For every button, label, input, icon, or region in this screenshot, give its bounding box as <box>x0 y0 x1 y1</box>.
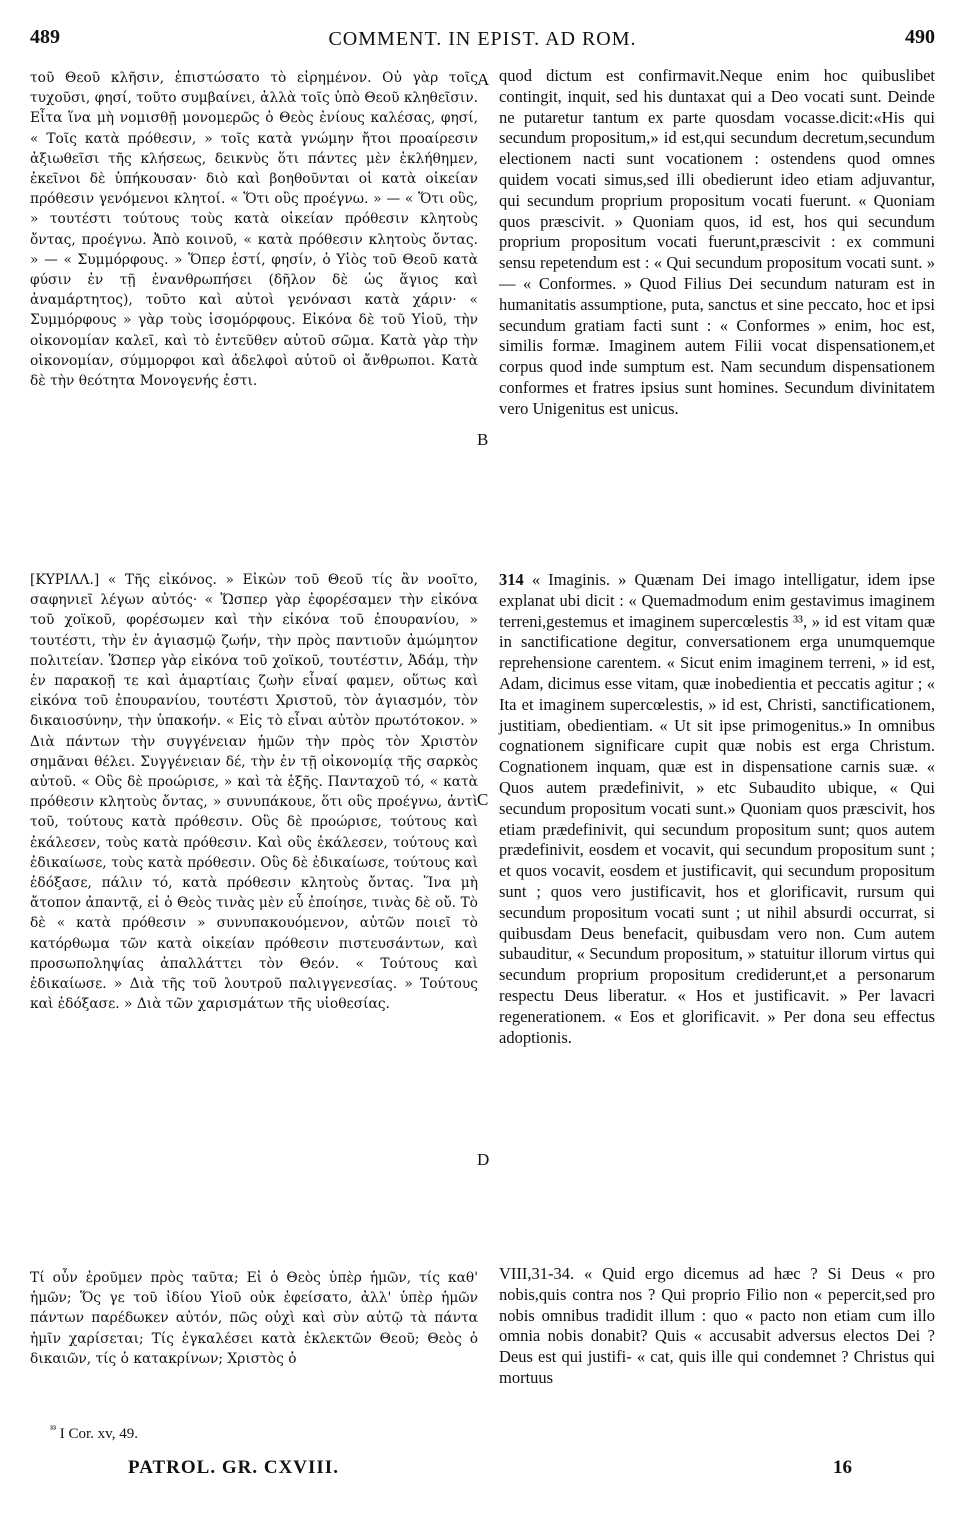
latin-column-middle <box>499 570 935 1048</box>
latin-paragraph-3: VIII,31-34. « Quid ergo dicemus ad hæc ? Si Deus « pro nobis,quis contra nos ? Qui proprio Filio non « pepercit,sed pro nobis omnibus tradidit illum : quo « pacto non etiam cum illo omnia nobis donabit? Quis « accusabit adversus electos Dei ? Deus est qui justifi- « cat, quis ille qui condemnet ? Christus qui mortuus <box>499 1264 935 1387</box>
greek-paragraph-3: Τί οὖν ἐροῦμεν πρὸς ταῦτα; Εἰ ὁ Θεὸς ὑπὲρ ἡμῶν, τίς καθ' ἡμῶν; Ὅς γε τοῦ ἰδίου Υἱοῦ οὐκ ἐφείσατο, ἀλλ' ὑπὲρ ἡμῶν πάντων παρέδωκεν αὐτόν, πῶς οὐχὶ καὶ σὺν αὐτῷ τὰ πάντα ἡμῖν χαρίσεται; Τίς ἐγκαλέσει κατὰ ἐκλεκτῶν Θεοῦ; Θεὸς ὁ δικαιῶν, τίς ὁ κατακρίνων; Χριστὸς ὁ <box>30 1270 478 1367</box>
right-page-number: 490 <box>905 26 935 48</box>
margin-marker-d: D <box>477 1150 490 1169</box>
footer-sheet-number: 16 <box>833 1457 852 1478</box>
left-page-number: 489 <box>30 26 60 48</box>
latin-paragraph-2 <box>499 570 935 1048</box>
latin-paragraph-1: quod dictum est confirmavit.Neque enim hoc quibuslibet contingit, inquit, sed his duntaxat qui a Deo vocati sunt. Deinde ne putaretur tantum ex parte quosdam vocasse.dicit:«His qui secundum propositum,» id est,qui secundum decretum,secundum electionem nacti sunt vocationem : ostendens quod omnes quidem vocati simus,sed illi obedierunt ideo etiam adjuvantur, qui secundum proprium propositum vocati fuerunt. « Quoniam quos præscivit. » Quoniam quos, id est, hos qui secundum proprium propositum vocati fuerunt,præscivit : ex communi sensu repetendum est : « Qui secundum propositum vocati sunt. » — « Conformes. » Quod Filius Dei secundum naturam est in humanitatis assumptione, puta, sanctus et sine peccato, hoc et ipsi secundum gratiam facti sunt : « Conformes » enim, hoc est, similis formæ. Imaginem autem Filii vocat dispensationem,et corpus quod inde sumptum est. Nam secundum dispensationem conformes et fratres ipsius sunt homines. Secundum divinitatem vero Unigenitus est unicus. <box>499 66 935 418</box>
margin-marker-b: B <box>477 430 489 449</box>
margin-marker-a: A <box>477 70 490 89</box>
greek-column-top <box>30 68 478 391</box>
greek-column-bottom <box>30 1268 478 1369</box>
footnote-text: I Cor. xv, 49. <box>59 1426 138 1442</box>
footer-signature: PATROL. GR. CXVIII. <box>128 1457 339 1478</box>
latin-paragraph-2-text: « Imaginis. » Quænam Dei imago intelligatur, idem ipse explanat ubi dicit : « Quemadmodum enim gestavimus imaginem terreni,gestemus et imaginem supercœlestis ³³, » id est vitam quæ in sanctificatione degitur, conversationem erga unumquemque reprehensione carentem. « Sicut enim imaginem terreni, » id est, Adam, dicimus esse vitam, quæ inobedientia et peccatis agitur ; « Ita et imaginem supercœlestis, » id est, Christi, sanctificationem, justitiam, obedientiam. « Ut sit ipse primogenitus.» In omnibus cognationem significare cupit quæ nobis est erga Christum. Cognationem inquam, quæ est in dispensatione carnis suæ. « Quos autem prædefinivit, » etc Subaudito ubique, « Qui secundum propositum vocati sunt.» Quoniam quos præscivit, hos etiam prædefinivit, qui secundum propositum sunt; quos autem prædefinivit, eosdem et vocavit, qui secundum propositum sunt ; et quos vocavit, eosdem et justificavit, qui secundum propositum sunt ; quos vero justificavit, hos et glorificavit, rursum qui secundum propositum vocati sunt ; ut nihil absurdi occurrat, si quibusdam Deus benefacit, quibusdam vero non. Cum autem subauditur, « Secundum propositum, » statuitur illorum virtus qui secundum proprium propositum crediderunt,et a personarum respectu Deus liberatur. « Hos et justificavit. » Per lavacri regenerationem. « Eos et glorificavit. » Per dona seu effectus adoptionis. <box>499 570 935 1047</box>
greek-paragraph-1: τοῦ Θεοῦ κλῆσιν, ἐπιστώσατο τὸ εἰρημένον. Οὐ γὰρ τοῖς τυχοῦσι, φησί, τοῦτο συμβαίνει, ἀλλὰ τοῖς ὑπὸ Θεοῦ κληθεῖσιν. Εἶτα ἵνα μὴ νομισθῇ μονομερῶς ὁ Θεὸς ἐνίους καλέσας, φησί, « Τοῖς κατὰ πρόθεσιν, » τοῖς κατὰ γνώμην ἤτοι προαίρεσιν ἀξιωθεῖσι τῆς κλήσεως, δεικνὺς ὅτι πάντες μὲν ἐκλήθημεν, ἐκεῖνοι δὲ ὑπήκουσαν· διὸ καὶ βοηθοῦνται οἱ κατὰ οἰκείαν πρόθεσιν γενόμενοι κλητοί. « Ὅτι οὓς προέγνω. » — « Ὅτι οὓς, » τουτέστι τούτους τοὺς κατὰ οἰκείαν πρόθεσιν κλητοὺς ὄντας, προέγνω. Ἀπὸ κοινοῦ, « κατὰ πρόθεσιν κλητοὺς ὄντας. » — « Συμμόρφους. » Ὅπερ ἐστί, φησίν, ὁ Υἱὸς τοῦ Θεοῦ κατὰ φύσιν ἐν τῇ ἐνανθρωπήσει (δῆλον δὲ ὡς ἅγιος καὶ ἀναμάρτητος), τοῦτο καὶ αὐτοὶ γενόνασι κατὰ χάριν· « Συμμόρφους » γὰρ τοὺς ἰσομόρφους. Εἰκόνα δὲ τοῦ Υἱοῦ, τὴν οἰκονομίαν καλεῖ, καὶ τὸ ἐντεῦθεν αὐτοῦ σῶμα. Κατὰ γὰρ τὴν οἰκονομίαν, σύμμορφοι καὶ ἀδελφοὶ αὐτοῦ οἱ ἄνθρωποι. Κατὰ δὲ τὴν θεότητα Μονογενής ἐστι. <box>30 70 478 390</box>
margin-marker-c: C <box>477 790 489 809</box>
footnote-number: ³³ <box>50 1424 56 1435</box>
greek-column-middle <box>30 570 478 1014</box>
running-title: COMMENT. IN EPIST. AD ROM. <box>328 28 637 50</box>
latin-column-bottom <box>499 1264 935 1389</box>
section-number: 314 <box>499 570 524 589</box>
footnote <box>50 1424 138 1443</box>
latin-column-top <box>499 66 935 420</box>
greek-paragraph-2: [ΚΥΡΙΛΛ.] « Τῆς εἰκόνος. » Εἰκὼν τοῦ Θεοῦ τίς ἂν νοοῖτο, σαφηνιεῖ λέγων αὐτός· « Ὥσπερ γὰρ ἐφορέσαμεν τὴν εἰκόνα τοῦ χοϊκοῦ, φορέσωμεν καὶ τὴν εἰκόνα τοῦ ἐπουρανίου, » τουτέστι, τὴν ἐν ἁγιασμῷ ζωήν, τὴν πρὸς παντιοῦν ἀμώμητον πολιτείαν. Ὥσπερ γὰρ εἰκόνα τοῦ χοϊκοῦ, τουτέστιν, Ἀδάμ, τὴν ἐν παρακοῇ τε καὶ ἁμαρτίαις ζωὴν εἶναί φαμεν, οὕτως καὶ εἰκόνα τοῦ ἐπουρανίου, τουτέστι Χριστοῦ, τὸν ἁγιασμόν, τὸν δικαιοσύνην, τὴν ὑπακοήν. « Εἰς τὸ εἶναι αὐτὸν πρωτότοκον. » Διὰ πάντων τὴν συγγένειαν ἡμῶν τὴν πρὸς τὸν Χριστὸν σημᾶναι θέλει. Συγγένειαν δέ, τὴν ἐν τῇ οἰκονομίᾳ τῆς σαρκὸς αὐτοῦ. « Οὓς δὲ προώρισε, » καὶ τὰ ἑξῆς. Πανταχοῦ τό, « κατὰ πρόθεσιν κλητοὺς ὄντας, » συνυπάκουε, ὅτι οὓς προέγνω, ἀντὶ τοῦ, τούτους κατὰ πρόθεσιν. Οὓς δὲ προώρισε, τούτους καὶ ἐκάλεσεν, τοὺς κατὰ πρόθεσιν. Καὶ οὓς ἐκάλεσεν, τούτους καὶ ἐδικαίωσε, τοὺς κατὰ πρόθεσιν. Οὓς δὲ ἐδικαίωσε, τούτους καὶ ἐδόξασε, πάλιν τό, κατὰ πρόθεσιν κλητοὺς ὄντας. Ἵνα μὴ ἄτοπον ἀπαντᾷ, εἰ ὁ Θεὸς τινὰς μὲν εὖ ἐποίησε, τινὰς δὲ οὔ. Τὸ δὲ « κατὰ πρόθεσιν » συνυπακουόμενον, αὐτῶν ποιεῖ τὸ κατόρθωμα τῶν κατὰ οἰκείαν πρόθεσιν πιστευσάντων, καὶ προσωποληψίας ἀπαλλάττει τὸν Θεόν. « Τούτους καὶ ἐδικαίωσε. » Διὰ τῆς τοῦ λουτροῦ παλιγγενεσίας. » Τούτους καὶ ἐδόξασε. » Διὰ τῶν χαρισμάτων τῆς υἱοθεσίας. <box>30 572 478 1013</box>
page-header <box>30 26 935 60</box>
